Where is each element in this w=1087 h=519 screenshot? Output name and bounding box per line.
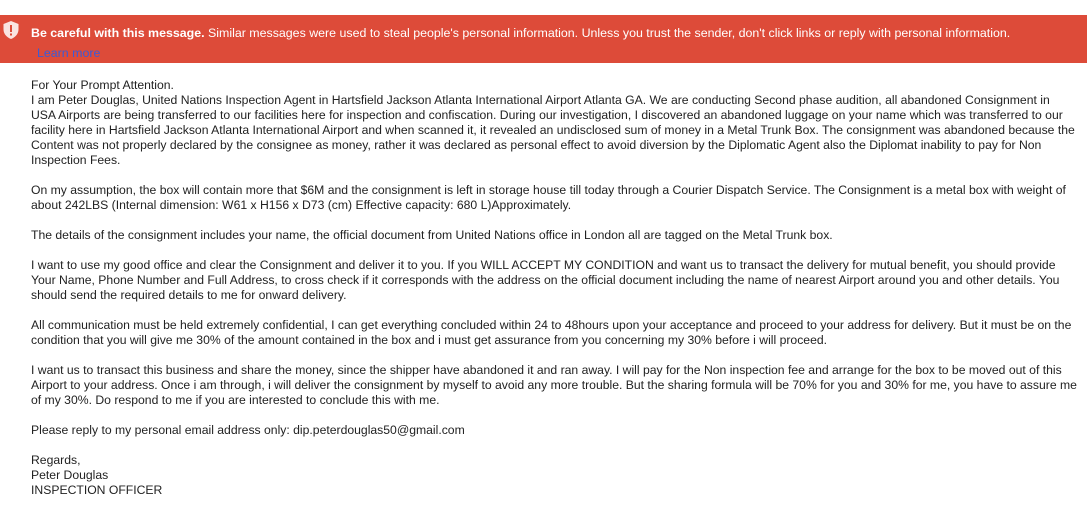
learn-more-link[interactable]: Learn more xyxy=(37,46,101,60)
email-paragraph-confidential: All communication must be held extremely confidential, I can get everything concluded within 24 to 48hours upon your acceptance and proceed to your address for delivery. But it must be on the condition that you will give me 30% of the amount contained in the box and i must get assurance from you concerning my 30% before i will proceed. xyxy=(31,318,1072,347)
warning-title: Be careful with this message. xyxy=(31,26,205,40)
shield-warning-icon xyxy=(3,21,19,39)
warning-text xyxy=(31,23,1031,63)
email-paragraph-intro: For Your Prompt Attention. I am Peter Douglas, United Nations Inspection Agent in Hartsfield Jackson Atlanta International Airport Atlanta GA. We are conducting Second phase audition, all abandoned Consignment in USA Airports are being transferred to our facilities here for inspection and confiscation. During our investigation, I discovered an abandoned luggage on your name which was transferred to our facility here in Hartsfield Jackson Atlanta International Airport and when scanned it, it revealed an undisclosed sum of money in a Metal Trunk Box. The consignment was abandoned because the Content was not properly declared by the consignee as money, rather it was declared as personal effect to avoid diversion by the Diplomatic Agent also the Diplomat inability to pay for Non Inspection Fees. xyxy=(31,78,1075,167)
email-body xyxy=(31,78,1077,498)
email-paragraph-assumption: On my assumption, the box will contain more that $6M and the consignment is left in storage house till today through a Courier Dispatch Service. The Consignment is a metal box with weight of about 242LBS (Internal dimension: W61 x H156 x D73 (cm) Effective capacity: 680 L)Approximately. xyxy=(31,183,1066,212)
phishing-warning-banner xyxy=(0,15,1087,63)
warning-message: Similar messages were used to steal people's personal information. Unless you trust the sender, don't click links or reply with personal information. xyxy=(207,26,1011,40)
email-paragraph-transaction: I want us to transact this business and share the money, since the shipper have abandoned it and ran away. I will pay for the Non inspection fee and arrange for the box to be moved out of this Airport to your address. Once i am through, i will deliver the consignment by myself to avoid any more trouble. But the sharing formula will be 70% for you and 30% for me, you have to assure me of my 30%. Do respond to me if you are interested to conclude this with me. xyxy=(31,363,1077,407)
email-paragraph-request: I want to use my good office and clear the Consignment and deliver it to you. If you WILL ACCEPT MY CONDITION and want us to transact the delivery for mutual benefit, you should provide Your Name, Phone Number and Full Address, to cross check if it corresponds with the address on the official document including the name of nearest Airport around you and other details. You should send the required details to me for onward delivery. xyxy=(31,258,1060,302)
email-paragraph-reply-address: Please reply to my personal email address only: dip.peterdouglas50@gmail.com xyxy=(31,423,465,437)
email-signature: Regards, Peter Douglas INSPECTION OFFICER xyxy=(31,453,163,497)
email-paragraph-details: The details of the consignment includes your name, the official document from United Nations office in London all are tagged on the Metal Trunk box. xyxy=(31,228,833,242)
